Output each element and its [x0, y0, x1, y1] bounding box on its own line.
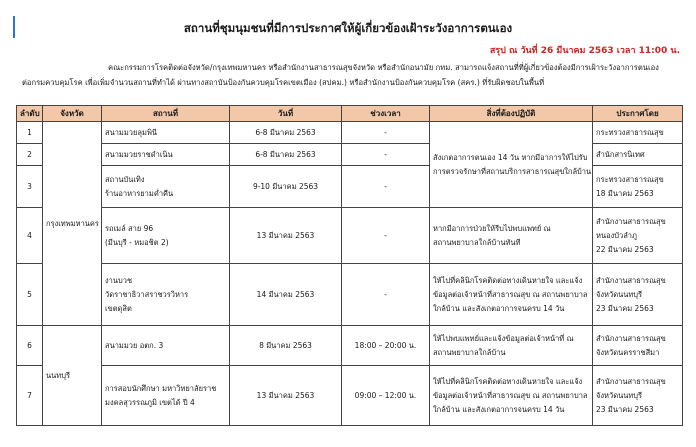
place-cell: การสอบนักศึกษา มหาวิทยาลัยราช มงคลสุวรรณภูมิ เขตได้ ปี 4 [102, 366, 230, 426]
row-index: 6 [17, 326, 43, 366]
place-cell: รถเมล์ สาย 96 (มีนบุรี - หมอชิต 2) [102, 208, 230, 264]
locations-table [16, 105, 683, 426]
todo-cell: ให้ไปพบแพทย์และแจ้งข้อมูลต่อเจ้าหน้าที่ ณ สถานพยาบาลใกล้บ้าน [430, 326, 593, 366]
table-row [17, 326, 683, 366]
announced-by-cell: สำนักงานสาธารณสุข จังหวัดนนทบุรี 23 มีนาคม 2563 [593, 366, 683, 426]
table-row [17, 264, 683, 326]
time-cell: 18:00 – 20:00 น. [342, 326, 430, 366]
date-cell: 13 มีนาคม 2563 [230, 208, 342, 264]
table-row [17, 122, 683, 144]
place-cell: งานบวช วัดราชาธิวาสราชวรวิหาร เขตดุสิต [102, 264, 230, 326]
province-cell: นนทบุรี [43, 326, 102, 426]
header-place: สถานที่ [102, 106, 230, 122]
time-cell: 09:00 – 12:00 น. [342, 366, 430, 426]
announced-by-cell: กระทรวงสาธารณสุข [593, 122, 683, 144]
intro-line-1: คณะกรรมการโรคติดต่อจังหวัด/กรุงเทพมหานคร หรือสำนักงานสาธารณสุขจังหวัด หรือสำนักอนามัย กทม. สามารถแจ้งสถานที่ที่ผู้เกี่ยวข้องต้องมีการเฝ้าระวังอาการตนเอง [108, 63, 659, 72]
row-index: 4 [17, 208, 43, 264]
time-cell: - [342, 166, 430, 208]
header-province: จังหวัด [43, 106, 102, 122]
todo-cell: สังเกตอาการตนเอง 14 วัน หากมีอาการให้ไปรับ การตรวจรักษาที่สถานบริการสาธารณสุขใกล้บ้าน [430, 122, 593, 208]
row-index: 3 [17, 166, 43, 208]
announced-by-cell: สำนักงานสาธารณสุข จังหวัดนครราชสีมา [593, 326, 683, 366]
row-index: 2 [17, 144, 43, 166]
header-time: ช่วงเวลา [342, 106, 430, 122]
date-cell: 8 มีนาคม 2563 [230, 326, 342, 366]
date-cell: 13 มีนาคม 2563 [230, 366, 342, 426]
header-todo: สิ่งที่ต้องปฏิบัติ [430, 106, 593, 122]
page-title: สถานที่ชุมนุมชนที่มีการประกาศให้ผู้เกี่ยวข้องเฝ้าระวังอาการตนเอง [183, 21, 513, 35]
row-index: 7 [17, 366, 43, 426]
intro-line-2: ต่อกรมควบคุมโรค เพื่อเพิ่มจำนวนสถานที่ทำได้ ผ่านทางสถาบันป้องกันควบคุมโรคเขตเมือง (สปคม.) หรือสำนักงานป้องกันควบคุมโรค (สคร.) ที่รับผิดชอบในพื้นที่ [22, 78, 545, 87]
place-cell: สนามมวยลุมพินี [102, 122, 230, 144]
table-header-row [17, 106, 683, 122]
summary-timestamp: สรุป ณ วันที่ 26 มีนาคม 2563 เวลา 11:00 น. [489, 46, 680, 56]
table-row [17, 208, 683, 264]
date-cell: 6-8 มีนาคม 2563 [230, 122, 342, 144]
time-cell: - [342, 144, 430, 166]
date-cell: 6-8 มีนาคม 2563 [230, 144, 342, 166]
todo-cell: หากมีอาการป่วยให้รีบไปพบแพทย์ ณ สถานพยาบาลใกล้บ้านทันที [430, 208, 593, 264]
header-announced-by: ประกาศโดย [593, 106, 683, 122]
todo-cell: ให้ไปที่คลินิกโรคติดต่อทางเดินหายใจ และแจ้ง ข้อมูลต่อเจ้าหน้าที่สาธารณสุข ณ สถานพยาบาล ใกล้บ้าน และสังเกตอาการจนครบ 14 วัน [430, 366, 593, 426]
header-date: วันที่ [230, 106, 342, 122]
row-index: 5 [17, 264, 43, 326]
place-cell: สนามมวย อตก. 3 [102, 326, 230, 366]
date-cell: 14 มีนาคม 2563 [230, 264, 342, 326]
header-index: ลำดับ [17, 106, 43, 122]
date-cell: 9-10 มีนาคม 2563 [230, 166, 342, 208]
time-cell: - [342, 122, 430, 144]
announced-by-cell: กระทรวงสาธารณสุข 18 มีนาคม 2563 [593, 166, 683, 208]
todo-cell: ให้ไปที่คลินิกโรคติดต่อทางเดินหายใจ และแจ้ง ข้อมูลต่อเจ้าหน้าที่สาธารณสุข ณ สถานพยาบาล ใกล้บ้าน และสังเกตอาการจนครบ 14 วัน [430, 264, 593, 326]
row-index: 1 [17, 122, 43, 144]
time-cell: - [342, 264, 430, 326]
announced-by-cell: สำนักสารนิเทศ [593, 144, 683, 166]
place-cell: สถานบันเทิง ร้านอาหารยามค่ำคืน [102, 166, 230, 208]
intro-text [22, 60, 677, 90]
province-cell: กรุงเทพมหานคร [43, 122, 102, 326]
announced-by-cell: สำนักงานสาธารณสุข จังหวัดนนทบุรี 23 มีนาคม 2563 [593, 264, 683, 326]
announced-by-cell: สำนักงานสาธารณสุข หนองบัวลำภู 22 มีนาคม 2563 [593, 208, 683, 264]
time-cell: - [342, 208, 430, 264]
place-cell: สนามมวยราชดำเนิน [102, 144, 230, 166]
table-row [17, 366, 683, 426]
